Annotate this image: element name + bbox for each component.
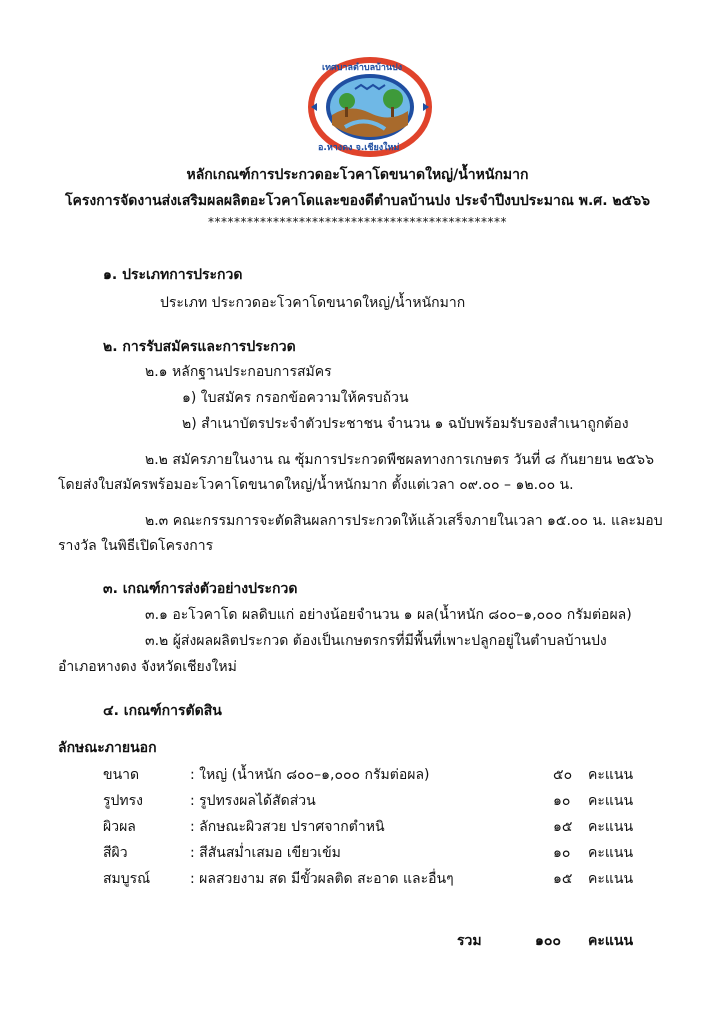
criteria-row-4-score: ๑๐ xyxy=(553,845,571,861)
criteria-row-4-unit: คะแนน xyxy=(588,845,634,861)
section-4-subheading: ลักษณะภายนอก xyxy=(58,740,157,756)
logo-top-text: เทศบาลตำบลบ้านปง xyxy=(322,63,403,73)
criteria-row-1-desc: : ใหญ่ (น้ำหนัก ๘๐๐–๑,๐๐๐ กรัมต่อผล) xyxy=(190,767,430,783)
header-divider: ********************************************** xyxy=(208,215,507,229)
section-3-heading: ๓. เกณฑ์การส่งตัวอย่างประกวด xyxy=(103,581,298,597)
criteria-row-3-unit: คะแนน xyxy=(588,819,634,835)
criteria-row-2-name: รูปทรง xyxy=(103,793,143,809)
section-2-1: ๒.๑ หลักฐานประกอบการสมัคร xyxy=(145,364,332,380)
total-label: รวม xyxy=(457,933,482,949)
section-2-3-line-1: ๒.๓ คณะกรรมการจะตัดสินผลการประกวดให้แล้วเสร็จภายในเวลา ๑๕.๐๐ น. และมอบ xyxy=(145,513,663,529)
criteria-row-2-unit: คะแนน xyxy=(588,793,634,809)
criteria-row-1-score: ๕๐ xyxy=(553,767,573,783)
section-2-heading: ๒. การรับสมัครและการประกวด xyxy=(103,339,296,355)
section-2-1-item-1: ๑) ใบสมัคร กรอกข้อความให้ครบถ้วน xyxy=(182,390,409,406)
criteria-row-3-name: ผิวผล xyxy=(103,819,136,835)
document-title: หลักเกณฑ์การประกวดอะโวคาโดขนาดใหญ่/น้ำหนักมาก xyxy=(186,167,529,183)
section-1-heading: ๑. ประเภทการประกวด xyxy=(103,267,243,283)
section-2-2-line-1: ๒.๒ สมัครภายในงาน ณ ซุ้มการประกวดพืชผลทางการเกษตร วันที่ ๘ กันยายน ๒๕๖๖ xyxy=(145,452,654,468)
document-subtitle: โครงการจัดงานส่งเสริมผลผลิตอะโวคาโดและของดีตำบลบ้านปง ประจำปีงบประมาณ พ.ศ. ๒๕๖๖ xyxy=(65,193,650,209)
criteria-row-1-unit: คะแนน xyxy=(588,767,634,783)
section-2-3-line-2: รางวัล ในพิธีเปิดโครงการ xyxy=(58,538,214,554)
section-3-2-line-1: ๓.๒ ผู้ส่งผลผลิตประกวด ต้องเป็นเกษตรกรที่มีพื้นที่เพาะปลูกอยู่ในตำบลบ้านปง xyxy=(145,633,607,649)
criteria-row-3-score: ๑๕ xyxy=(553,819,573,835)
section-3-1: ๓.๑ อะโวคาโด ผลดิบแก่ อย่างน้อยจำนวน ๑ ผล(น้ำหนัก ๘๐๐–๑,๐๐๐ กรัมต่อผล) xyxy=(145,607,632,623)
criteria-row-5-name: สมบูรณ์ xyxy=(103,871,151,887)
criteria-row-2-score: ๑๐ xyxy=(553,793,571,809)
criteria-row-2-desc: : รูปทรงผลได้สัดส่วน xyxy=(190,793,316,809)
criteria-row-5-unit: คะแนน xyxy=(588,871,634,887)
criteria-row-4-desc: : สีสันสม่ำเสมอ เขียวเข้ม xyxy=(190,845,341,861)
criteria-row-4-name: สีผิว xyxy=(103,845,128,861)
section-2-1-item-2: ๒) สำเนาบัตรประจำตัวประชาชน จำนวน ๑ ฉบับพร้อมรับรองสำเนาถูกต้อง xyxy=(182,416,629,432)
criteria-row-5-desc: : ผลสวยงาม สด มีขั้วผลติด สะอาด และอื่นๆ xyxy=(190,871,454,887)
total-unit: คะแนน xyxy=(588,933,634,949)
criteria-row-3-desc: : ลักษณะผิวสวย ปราศจากตำหนิ xyxy=(190,819,385,835)
section-2-2-line-2: โดยส่งใบสมัครพร้อมอะโวคาโดขนาดใหญ่/น้ำหนักมาก ตั้งแต่เวลา ๐๙.๐๐ – ๑๒.๐๐ น. xyxy=(58,477,574,493)
criteria-row-5-score: ๑๕ xyxy=(553,871,573,887)
total-score: ๑๐๐ xyxy=(535,933,561,949)
section-1-line: ประเภท ประกวดอะโวคาโดขนาดใหญ่/น้ำหนักมาก xyxy=(160,295,466,311)
criteria-row-1-name: ขนาด xyxy=(103,767,140,783)
section-3-2-line-2: อำเภอหางดง จังหวัดเชียงใหม่ xyxy=(58,659,237,675)
section-4-heading: ๔. เกณฑ์การตัดสิน xyxy=(103,703,222,719)
logo-bottom-text: อ.หางดง จ.เชียงใหม่ xyxy=(318,143,400,153)
